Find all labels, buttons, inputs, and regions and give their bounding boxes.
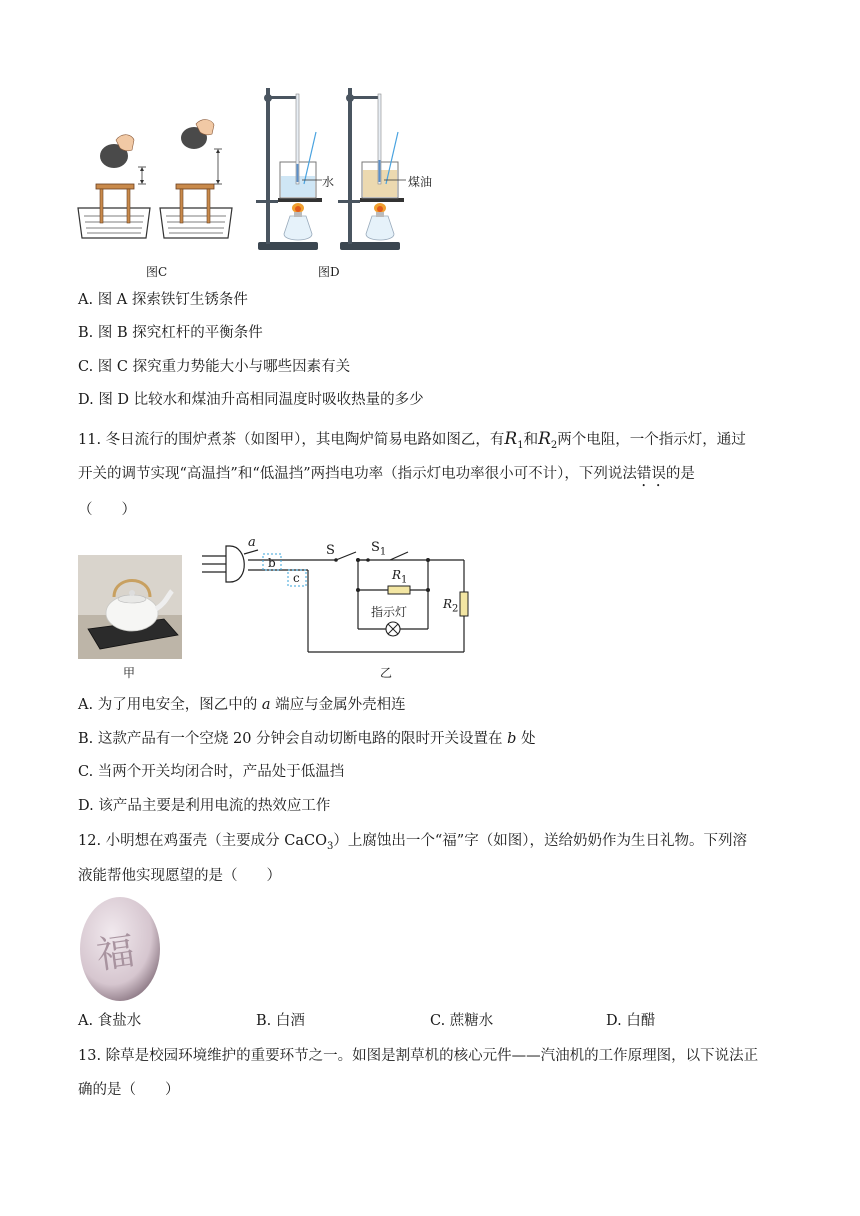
beaker-right — [362, 94, 406, 198]
circuit-label-b: b — [268, 556, 276, 570]
q12-option-b: B. 白酒 — [256, 1013, 305, 1029]
q11-option-c: C. 当两个开关均闭合时，产品处于低温挡 — [78, 764, 345, 780]
q13-line-1: 13. 除草是校园环境维护的重要环节之一。如图是割草机的核心元件——汽油机的工作原理图，以下说法正 — [78, 1048, 759, 1064]
sand-tank-left — [78, 208, 150, 238]
indicator-lamp — [386, 622, 400, 636]
figure-c — [76, 118, 240, 246]
q10-option-b: B. 图 B 探究杠杆的平衡条件 — [78, 325, 263, 341]
sand-tank-right — [160, 208, 232, 238]
q10-option-d: D. 图 D 比较水和煤油升高相同温度时吸收热量的多少 — [78, 392, 424, 408]
height-arrow-right — [214, 149, 222, 184]
figure-c-caption: 图C — [146, 265, 168, 279]
circuit-diagram — [196, 532, 476, 657]
q12-option-d: D. 白醋 — [606, 1013, 656, 1029]
circuit-label-s1: $S_1$ — [371, 540, 387, 558]
figure-d-caption: 图D — [318, 265, 340, 279]
q12-option-a: A. 食盐水 — [78, 1013, 142, 1029]
resistor-r1 — [388, 586, 410, 594]
beaker-left — [280, 94, 322, 198]
figure-d — [252, 84, 442, 254]
q12-line-2: 液能帮他实现愿望的是（ ） — [78, 868, 281, 884]
circuit-label-r1: $R_1$ — [392, 568, 408, 586]
q11-line-1: 11. 冬日流行的围炉煮茶（如图甲），其电陶炉简易电路如图乙，有$R_1$和$R_2$两个电阻，一个指示灯，通过 — [78, 429, 746, 451]
circuit-label-s: S — [326, 543, 335, 558]
q12-line-1: 12. 小明想在鸡蛋壳（主要成分 CaCO$_3$）上腐蚀出一个“福”字（如图），送给奶奶作为生日礼物。下列溶 — [78, 833, 747, 852]
kerosene-label: 煤油 — [408, 175, 433, 189]
circuit-label-r2: $R_2$ — [443, 597, 459, 615]
q13-line-2: 确的是（ ） — [78, 1082, 180, 1098]
q11-option-b: B. 这款产品有一个空烧 20 分钟会自动切断电路的限时开关设置在 b 处 — [78, 731, 536, 747]
plug — [202, 546, 244, 582]
water-label: 水 — [322, 175, 335, 189]
egg-character: 福 — [93, 928, 138, 978]
stone-right — [181, 120, 214, 149]
circuit-label-a: a — [248, 535, 256, 550]
photo-jia-label: 甲 — [123, 666, 136, 680]
q11-option-d: D. 该产品主要是利用电流的热效应工作 — [78, 798, 331, 814]
q11-line-3: （ ） — [78, 502, 136, 518]
q11-option-a: A. 为了用电安全，图乙中的 a 端应与金属外壳相连 — [78, 697, 406, 713]
q11-line-2: 开关的调节实现“高温挡”和“低温挡”两挡电功率（指示灯电功率很小可不计），下列说法错误的是 — [78, 466, 695, 482]
stone-left — [100, 135, 134, 168]
circuit-yi-label: 乙 — [380, 666, 393, 680]
q10-option-c: C. 图 C 探究重力势能大小与哪些因素有关 — [78, 359, 351, 375]
switch-s — [334, 552, 360, 562]
q10-option-a: A. 图 A 探索铁钉生锈条件 — [78, 292, 248, 308]
circuit-label-lamp: 指示灯 — [371, 605, 408, 619]
tea-stove-photo — [78, 555, 182, 659]
circuit-label-c: c — [293, 571, 300, 585]
height-arrow-left — [138, 167, 146, 184]
q12-option-c: C. 蔗糖水 — [430, 1013, 494, 1029]
burner-left — [284, 203, 312, 240]
resistor-r2 — [460, 592, 468, 616]
burner-right — [366, 203, 394, 240]
